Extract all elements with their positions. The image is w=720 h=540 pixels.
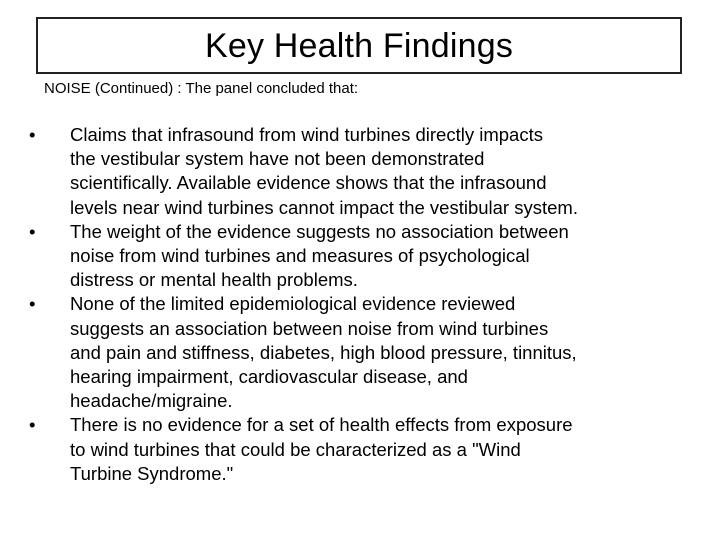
bullet-item-epidemiological-evidence: [28, 292, 688, 413]
bullet-marker: •: [29, 220, 36, 242]
bullet-item-infrasound: [28, 123, 688, 220]
bullet-item-wind-turbine-syndrome: [28, 413, 688, 486]
bullet-line: noise from wind turbines and measures of psychological: [70, 245, 530, 267]
bullet-line: the vestibular system have not been demonstrated: [70, 148, 485, 170]
bullet-line: headache/migraine.: [70, 390, 233, 412]
bullet-line: levels near wind turbines cannot impact the vestibular system.: [70, 196, 578, 218]
bullet-marker: •: [29, 414, 36, 436]
bullet-line: suggests an association between noise from wind turbines: [70, 317, 549, 339]
bullet-line: distress or mental health problems.: [70, 269, 358, 291]
title-box: [36, 17, 682, 74]
slide-title: Key Health Findings: [204, 26, 514, 65]
bullet-line: scientifically. Available evidence shows that the infrasound: [70, 172, 547, 194]
slide-subtitle: NOISE (Continued) : The panel concluded that:: [44, 80, 359, 97]
bullet-line: Turbine Syndrome.": [70, 462, 234, 484]
bullet-line: Claims that infrasound from wind turbines directly impacts: [70, 124, 543, 145]
bullet-marker: •: [29, 293, 36, 315]
bullet-line: to wind turbines that could be characterized as a "Wind: [70, 438, 521, 460]
bullet-line: There is no evidence for a set of health effects from exposure: [70, 414, 573, 436]
bullet-line: and pain and stiffness, diabetes, high blood pressure, tinnitus,: [70, 341, 577, 363]
bullet-line: None of the limited epidemiological evidence reviewed: [70, 293, 516, 315]
bullet-marker: •: [29, 124, 36, 145]
bullet-item-psychological-distress: [28, 220, 688, 293]
bullet-line: The weight of the evidence suggests no association between: [70, 220, 569, 242]
bullet-line: hearing impairment, cardiovascular disease, and: [70, 366, 468, 388]
bullet-list: [28, 123, 688, 486]
